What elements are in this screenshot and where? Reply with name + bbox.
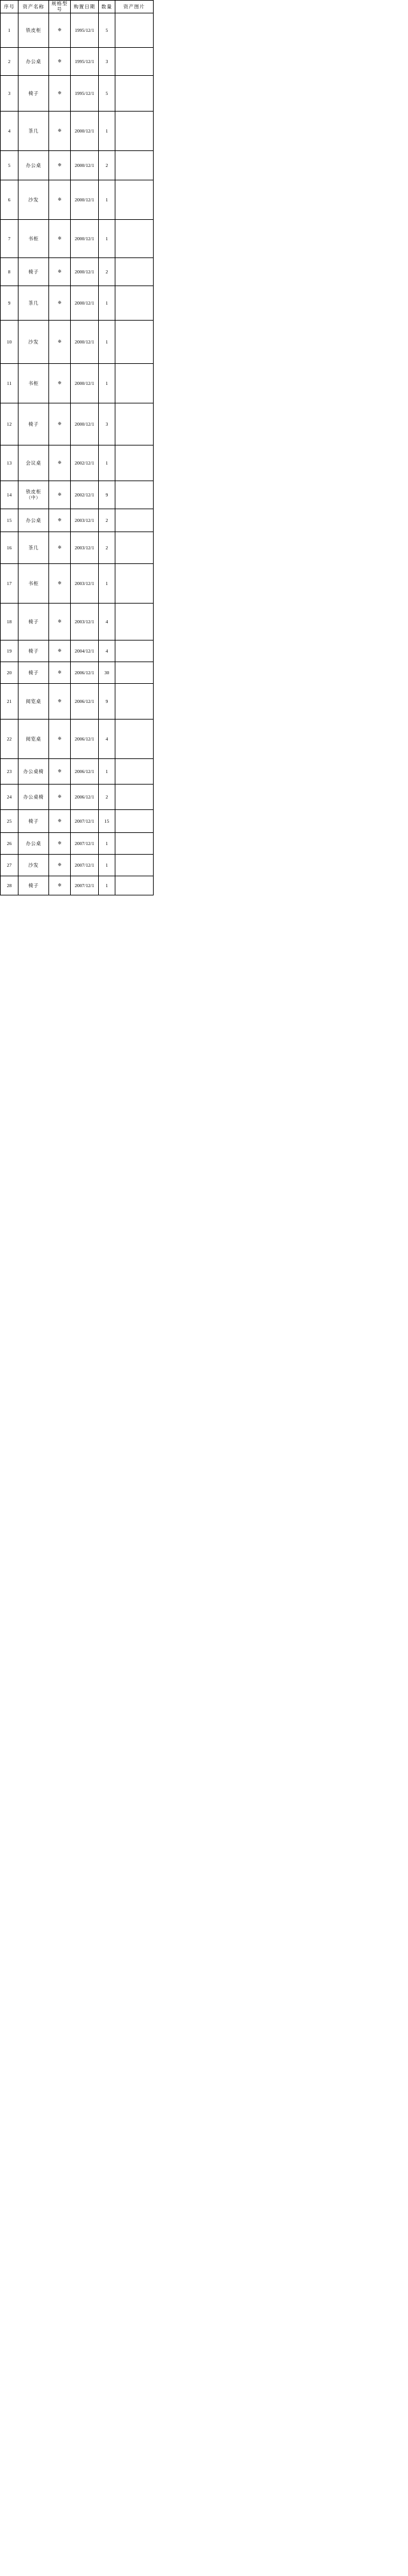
cell-spec: ※ bbox=[49, 563, 71, 603]
cell-purchase-date: 2003/12/1 bbox=[71, 603, 99, 640]
asset-name-text: 会议桌 bbox=[26, 459, 41, 466]
cell-asset-name bbox=[18, 509, 49, 532]
cell-seq: 14 bbox=[1, 481, 18, 509]
cell-asset-name bbox=[18, 662, 49, 683]
cell-spec: ※ bbox=[49, 363, 71, 403]
cell-purchase-date: 2002/12/1 bbox=[71, 481, 99, 509]
cell-seq: 26 bbox=[1, 832, 18, 854]
cell-spec: ※ bbox=[49, 481, 71, 509]
cell-purchase-date: 2003/12/1 bbox=[71, 532, 99, 563]
asset-name-text: 办公桌椅 bbox=[23, 768, 44, 774]
table-row bbox=[1, 219, 154, 257]
cell-purchase-date: 2006/12/1 bbox=[71, 662, 99, 683]
cell-asset-name bbox=[18, 719, 49, 758]
table-body bbox=[1, 13, 154, 895]
cell-asset-name bbox=[18, 13, 49, 47]
cell-asset-name bbox=[18, 683, 49, 719]
cell-asset-photo bbox=[115, 719, 154, 758]
asset-name-text: 椅子 bbox=[28, 268, 39, 275]
table-row bbox=[1, 640, 154, 662]
cell-quantity: 2 bbox=[99, 784, 115, 809]
cell-seq: 5 bbox=[1, 150, 18, 180]
cell-purchase-date: 1995/12/1 bbox=[71, 75, 99, 111]
column-header-qty: 数量 bbox=[99, 1, 115, 13]
table-row bbox=[1, 180, 154, 219]
cell-seq: 6 bbox=[1, 180, 18, 219]
cell-purchase-date: 1995/12/1 bbox=[71, 13, 99, 47]
asset-name-text: 办公桌 bbox=[26, 162, 41, 168]
cell-quantity: 1 bbox=[99, 854, 115, 876]
column-header-spec: 规格型号 bbox=[49, 1, 71, 13]
cell-purchase-date: 2006/12/1 bbox=[71, 758, 99, 784]
cell-asset-name bbox=[18, 481, 49, 509]
cell-seq: 24 bbox=[1, 784, 18, 809]
cell-purchase-date: 2006/12/1 bbox=[71, 683, 99, 719]
asset-name-text: 办公桌 bbox=[26, 517, 41, 523]
cell-spec: ※ bbox=[49, 662, 71, 683]
cell-asset-photo bbox=[115, 832, 154, 854]
cell-purchase-date: 2000/12/1 bbox=[71, 286, 99, 320]
cell-asset-photo bbox=[115, 481, 154, 509]
asset-name-text: 椅子 bbox=[28, 421, 39, 427]
cell-asset-photo bbox=[115, 13, 154, 47]
cell-spec: ※ bbox=[49, 758, 71, 784]
table-row bbox=[1, 603, 154, 640]
column-header-name: 资产名称 bbox=[18, 1, 49, 13]
cell-spec: ※ bbox=[49, 111, 71, 150]
cell-spec: ※ bbox=[49, 180, 71, 219]
table-row bbox=[1, 13, 154, 47]
cell-purchase-date: 2000/12/1 bbox=[71, 257, 99, 286]
table-row bbox=[1, 532, 154, 563]
cell-asset-photo bbox=[115, 75, 154, 111]
cell-asset-name bbox=[18, 47, 49, 75]
cell-asset-photo bbox=[115, 219, 154, 257]
cell-seq: 8 bbox=[1, 257, 18, 286]
asset-name-text: 沙发 bbox=[28, 338, 39, 345]
asset-name-text: 书柜 bbox=[28, 580, 39, 586]
cell-spec: ※ bbox=[49, 286, 71, 320]
cell-purchase-date: 2006/12/1 bbox=[71, 784, 99, 809]
cell-quantity: 1 bbox=[99, 363, 115, 403]
cell-seq: 9 bbox=[1, 286, 18, 320]
cell-spec: ※ bbox=[49, 150, 71, 180]
cell-asset-name bbox=[18, 320, 49, 363]
table-row bbox=[1, 662, 154, 683]
table-row bbox=[1, 150, 154, 180]
cell-quantity: 1 bbox=[99, 320, 115, 363]
table-row bbox=[1, 320, 154, 363]
cell-quantity: 1 bbox=[99, 832, 115, 854]
cell-asset-photo bbox=[115, 809, 154, 832]
cell-seq: 17 bbox=[1, 563, 18, 603]
cell-asset-photo bbox=[115, 784, 154, 809]
cell-asset-photo bbox=[115, 150, 154, 180]
cell-asset-name bbox=[18, 563, 49, 603]
cell-asset-photo bbox=[115, 180, 154, 219]
cell-quantity: 4 bbox=[99, 603, 115, 640]
cell-spec: ※ bbox=[49, 640, 71, 662]
cell-spec: ※ bbox=[49, 320, 71, 363]
cell-purchase-date: 2000/12/1 bbox=[71, 150, 99, 180]
cell-quantity: 1 bbox=[99, 111, 115, 150]
cell-quantity: 3 bbox=[99, 403, 115, 445]
cell-seq: 2 bbox=[1, 47, 18, 75]
cell-spec: ※ bbox=[49, 784, 71, 809]
cell-quantity: 1 bbox=[99, 758, 115, 784]
cell-asset-photo bbox=[115, 445, 154, 481]
cell-asset-photo bbox=[115, 662, 154, 683]
cell-asset-photo bbox=[115, 876, 154, 895]
cell-quantity: 4 bbox=[99, 640, 115, 662]
cell-asset-name bbox=[18, 758, 49, 784]
asset-table bbox=[0, 0, 154, 895]
cell-seq: 10 bbox=[1, 320, 18, 363]
cell-asset-name bbox=[18, 75, 49, 111]
cell-asset-name bbox=[18, 809, 49, 832]
cell-quantity: 5 bbox=[99, 13, 115, 47]
cell-asset-name bbox=[18, 111, 49, 150]
cell-seq: 19 bbox=[1, 640, 18, 662]
asset-name-text: 椅子 bbox=[28, 882, 39, 888]
cell-purchase-date: 2007/12/1 bbox=[71, 832, 99, 854]
table-row bbox=[1, 719, 154, 758]
cell-asset-photo bbox=[115, 363, 154, 403]
cell-asset-photo bbox=[115, 509, 154, 532]
cell-asset-name bbox=[18, 286, 49, 320]
asset-name-text: 办公桌 bbox=[26, 58, 41, 64]
table-row bbox=[1, 75, 154, 111]
table-row bbox=[1, 758, 154, 784]
asset-name-text: 椅子 bbox=[28, 618, 39, 625]
cell-asset-name bbox=[18, 219, 49, 257]
table-row bbox=[1, 257, 154, 286]
column-header-seq: 序号 bbox=[1, 1, 18, 13]
cell-asset-name bbox=[18, 784, 49, 809]
cell-quantity: 1 bbox=[99, 876, 115, 895]
table-row bbox=[1, 832, 154, 854]
cell-asset-name bbox=[18, 532, 49, 563]
cell-asset-name bbox=[18, 603, 49, 640]
asset-name-subtext: （中） bbox=[26, 495, 41, 500]
cell-spec: ※ bbox=[49, 809, 71, 832]
asset-name-text: 书柜 bbox=[28, 235, 39, 242]
cell-purchase-date: 2004/12/1 bbox=[71, 640, 99, 662]
cell-seq: 4 bbox=[1, 111, 18, 150]
table-row bbox=[1, 481, 154, 509]
cell-asset-name bbox=[18, 150, 49, 180]
asset-name-text: 铁皮柜 bbox=[26, 27, 41, 33]
cell-seq: 20 bbox=[1, 662, 18, 683]
cell-seq: 27 bbox=[1, 854, 18, 876]
cell-spec: ※ bbox=[49, 403, 71, 445]
column-header-date: 购置日期 bbox=[71, 1, 99, 13]
cell-spec: ※ bbox=[49, 854, 71, 876]
cell-spec: ※ bbox=[49, 13, 71, 47]
cell-purchase-date: 2000/12/1 bbox=[71, 180, 99, 219]
asset-name-text: 椅子 bbox=[28, 669, 39, 676]
cell-purchase-date: 2003/12/1 bbox=[71, 563, 99, 603]
table-row bbox=[1, 876, 154, 895]
cell-asset-photo bbox=[115, 532, 154, 563]
table-row bbox=[1, 784, 154, 809]
cell-asset-photo bbox=[115, 563, 154, 603]
asset-name-text: 书柜 bbox=[28, 380, 39, 386]
table-header-row bbox=[1, 1, 154, 13]
asset-name-text: 办公桌椅 bbox=[23, 793, 44, 800]
cell-spec: ※ bbox=[49, 603, 71, 640]
asset-name-text: 沙发 bbox=[28, 862, 39, 868]
cell-seq: 16 bbox=[1, 532, 18, 563]
cell-spec: ※ bbox=[49, 219, 71, 257]
cell-seq: 11 bbox=[1, 363, 18, 403]
cell-spec: ※ bbox=[49, 832, 71, 854]
cell-asset-name bbox=[18, 832, 49, 854]
cell-seq: 1 bbox=[1, 13, 18, 47]
table-row bbox=[1, 286, 154, 320]
asset-name-text: 茶几 bbox=[28, 127, 39, 134]
table-row bbox=[1, 403, 154, 445]
asset-name-text: 办公桌 bbox=[26, 840, 41, 846]
table-row bbox=[1, 363, 154, 403]
cell-asset-name bbox=[18, 854, 49, 876]
cell-quantity: 2 bbox=[99, 150, 115, 180]
cell-spec: ※ bbox=[49, 445, 71, 481]
cell-purchase-date: 2000/12/1 bbox=[71, 403, 99, 445]
cell-seq: 21 bbox=[1, 683, 18, 719]
asset-name-text: 椅子 bbox=[28, 648, 39, 654]
cell-purchase-date: 2006/12/1 bbox=[71, 719, 99, 758]
cell-asset-photo bbox=[115, 47, 154, 75]
table-row bbox=[1, 445, 154, 481]
cell-seq: 25 bbox=[1, 809, 18, 832]
asset-name-text: 茶几 bbox=[28, 300, 39, 306]
cell-spec: ※ bbox=[49, 47, 71, 75]
cell-asset-photo bbox=[115, 603, 154, 640]
cell-asset-name bbox=[18, 640, 49, 662]
cell-asset-photo bbox=[115, 640, 154, 662]
column-header-photo: 资产图片 bbox=[115, 1, 154, 13]
cell-spec: ※ bbox=[49, 719, 71, 758]
cell-seq: 15 bbox=[1, 509, 18, 532]
cell-purchase-date: 2000/12/1 bbox=[71, 320, 99, 363]
cell-spec: ※ bbox=[49, 532, 71, 563]
cell-spec: ※ bbox=[49, 509, 71, 532]
cell-quantity: 4 bbox=[99, 719, 115, 758]
table-row bbox=[1, 509, 154, 532]
cell-seq: 13 bbox=[1, 445, 18, 481]
table-row bbox=[1, 809, 154, 832]
cell-quantity: 2 bbox=[99, 532, 115, 563]
asset-name-text: 阅览桌 bbox=[26, 698, 41, 704]
asset-name-text: 椅子 bbox=[28, 90, 39, 96]
table-row bbox=[1, 111, 154, 150]
cell-asset-photo bbox=[115, 683, 154, 719]
cell-quantity: 1 bbox=[99, 445, 115, 481]
cell-asset-photo bbox=[115, 758, 154, 784]
cell-asset-photo bbox=[115, 403, 154, 445]
cell-quantity: 5 bbox=[99, 75, 115, 111]
asset-name-text: 阅览桌 bbox=[26, 735, 41, 742]
cell-purchase-date: 2003/12/1 bbox=[71, 509, 99, 532]
cell-seq: 7 bbox=[1, 219, 18, 257]
cell-purchase-date: 2000/12/1 bbox=[71, 363, 99, 403]
asset-list-sheet bbox=[0, 0, 153, 895]
cell-seq: 28 bbox=[1, 876, 18, 895]
cell-asset-name bbox=[18, 363, 49, 403]
cell-quantity: 1 bbox=[99, 180, 115, 219]
cell-seq: 22 bbox=[1, 719, 18, 758]
cell-purchase-date: 1995/12/1 bbox=[71, 47, 99, 75]
cell-quantity: 3 bbox=[99, 47, 115, 75]
cell-seq: 3 bbox=[1, 75, 18, 111]
cell-asset-photo bbox=[115, 286, 154, 320]
cell-quantity: 2 bbox=[99, 257, 115, 286]
table-row bbox=[1, 683, 154, 719]
cell-quantity: 30 bbox=[99, 662, 115, 683]
table-row bbox=[1, 854, 154, 876]
cell-seq: 12 bbox=[1, 403, 18, 445]
asset-name-text: 沙发 bbox=[28, 196, 39, 203]
cell-quantity: 9 bbox=[99, 481, 115, 509]
cell-quantity: 9 bbox=[99, 683, 115, 719]
cell-asset-photo bbox=[115, 257, 154, 286]
table-row bbox=[1, 563, 154, 603]
asset-name-text: 铁皮柜 bbox=[26, 489, 41, 495]
cell-quantity: 1 bbox=[99, 563, 115, 603]
cell-quantity: 2 bbox=[99, 509, 115, 532]
cell-quantity: 1 bbox=[99, 286, 115, 320]
cell-asset-name bbox=[18, 257, 49, 286]
cell-seq: 18 bbox=[1, 603, 18, 640]
asset-name-text: 茶几 bbox=[28, 544, 39, 551]
cell-asset-name bbox=[18, 876, 49, 895]
cell-asset-name bbox=[18, 445, 49, 481]
cell-spec: ※ bbox=[49, 683, 71, 719]
cell-purchase-date: 2007/12/1 bbox=[71, 854, 99, 876]
cell-purchase-date: 2007/12/1 bbox=[71, 809, 99, 832]
cell-spec: ※ bbox=[49, 876, 71, 895]
cell-asset-name bbox=[18, 403, 49, 445]
cell-asset-photo bbox=[115, 854, 154, 876]
cell-spec: ※ bbox=[49, 75, 71, 111]
cell-seq: 23 bbox=[1, 758, 18, 784]
table-row bbox=[1, 47, 154, 75]
cell-spec: ※ bbox=[49, 257, 71, 286]
cell-purchase-date: 2002/12/1 bbox=[71, 445, 99, 481]
cell-purchase-date: 2000/12/1 bbox=[71, 219, 99, 257]
cell-asset-photo bbox=[115, 111, 154, 150]
asset-name-text: 椅子 bbox=[28, 818, 39, 824]
cell-asset-photo bbox=[115, 320, 154, 363]
cell-asset-name bbox=[18, 180, 49, 219]
cell-purchase-date: 2007/12/1 bbox=[71, 876, 99, 895]
cell-quantity: 1 bbox=[99, 219, 115, 257]
cell-quantity: 15 bbox=[99, 809, 115, 832]
cell-purchase-date: 2000/12/1 bbox=[71, 111, 99, 150]
